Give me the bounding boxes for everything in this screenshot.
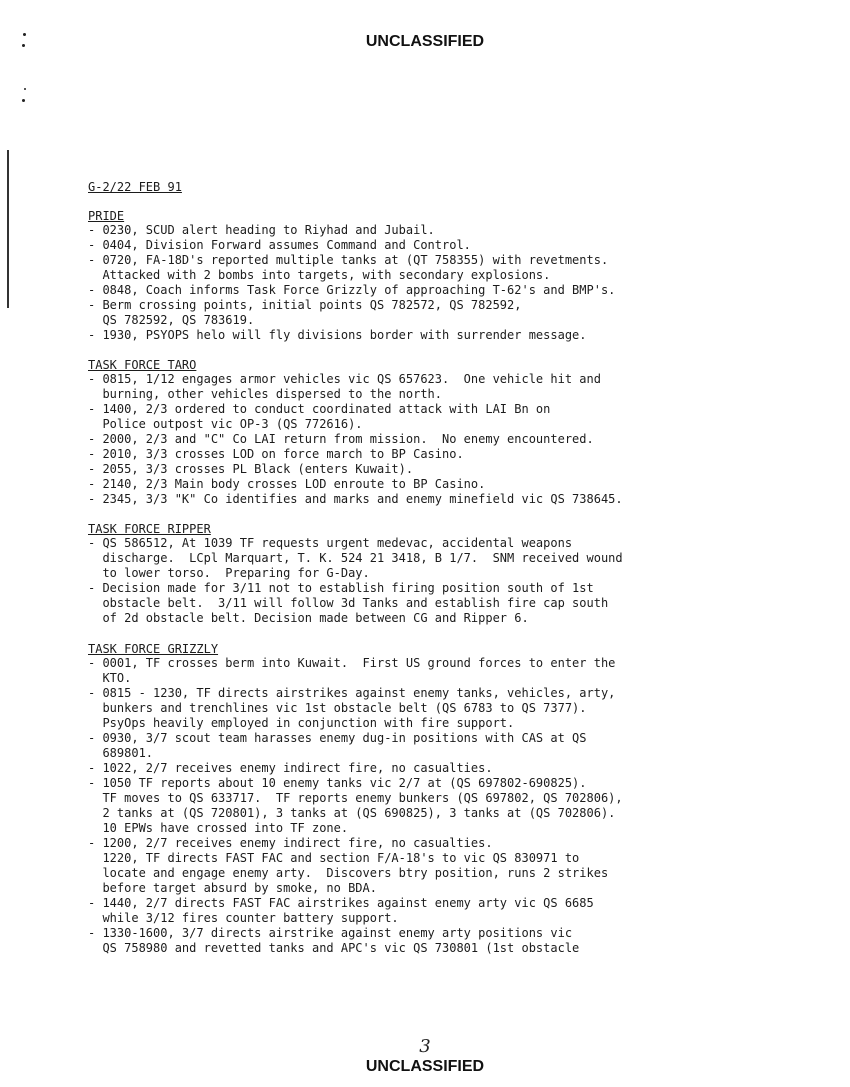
report-line: 1220, TF directs FAST FAC and section F/A-18's to vic QS 830971 to: [88, 851, 580, 865]
report-line: - 2010, 3/3 crosses LOD on force march to BP Casino.: [88, 447, 464, 461]
report-line: obstacle belt. 3/11 will follow 3d Tanks and establish fire cap south: [88, 596, 609, 610]
report-line: - 2345, 3/3 "K" Co identifies and marks and enemy minefield vic QS 738645.: [88, 492, 623, 506]
report-line: QS 758980 and revetted tanks and APC's vic QS 730801 (1st obstacle: [88, 941, 580, 955]
report-line: - Berm crossing points, initial points QS 782572, QS 782592,: [88, 298, 522, 312]
report-line: locate and engage enemy arty. Discovers btry position, runs 2 strikes: [88, 866, 609, 880]
report-line: - 1930, PSYOPS helo will fly divisions border with surrender message.: [88, 328, 587, 342]
report-line: - 1330-1600, 3/7 directs airstrike against enemy arty positions vic: [88, 926, 573, 940]
report-line: burning, other vehicles dispersed to the north.: [88, 387, 443, 401]
report-line: 10 EPWs have crossed into TF zone.: [88, 821, 349, 835]
report-line: - 1200, 2/7 receives enemy indirect fire, no casualties.: [88, 836, 493, 850]
report-line: of 2d obstacle belt. Decision made between CG and Ripper 6.: [88, 611, 529, 625]
report-line: - 2055, 3/3 crosses PL Black (enters Kuwait).: [88, 462, 414, 476]
report-line: TF moves to QS 633717. TF reports enemy bunkers (QS 697802, QS 702806),: [88, 791, 623, 805]
report-line: discharge. LCpl Marquart, T. K. 524 21 3418, B 1/7. SNM received wound: [88, 551, 623, 565]
report-line: while 3/12 fires counter battery support.: [88, 911, 399, 925]
report-line: before target absurd by smoke, no BDA.: [88, 881, 377, 895]
report-line: - QS 586512, At 1039 TF requests urgent medevac, accidental weapons: [88, 536, 573, 550]
section-title-task-force-ripper: TASK FORCE RIPPER: [88, 522, 211, 536]
margin-dot: [22, 44, 25, 47]
page-number: 3: [419, 1036, 431, 1057]
margin-dot: [24, 88, 26, 90]
section-title-pride: PRIDE: [88, 209, 125, 223]
report-line: - 0720, FA-18D's reported multiple tanks at (QT 758355) with revetments.: [88, 253, 609, 267]
report-line: KTO.: [88, 671, 132, 685]
bottom-classification-marking: UNCLASSIFIED: [365, 1058, 485, 1075]
section-title-task-force-taro: TASK FORCE TARO: [88, 358, 197, 372]
report-line: PsyOps heavily employed in conjunction with fire support.: [88, 716, 515, 730]
report-line: - 0815, 1/12 engages armor vehicles vic QS 657623. One vehicle hit and: [88, 372, 601, 386]
report-line: - 1440, 2/7 directs FAST FAC airstrikes against enemy arty vic QS 6685: [88, 896, 594, 910]
report-line: - 1022, 2/7 receives enemy indirect fire, no casualties.: [88, 761, 493, 775]
margin-dot: [22, 99, 25, 102]
report-line: Police outpost vic OP-3 (QS 772616).: [88, 417, 363, 431]
report-line: 2 tanks at (QS 720801), 3 tanks at (QS 690825), 3 tanks at (QS 702806).: [88, 806, 616, 820]
report-line: QS 782592, QS 783619.: [88, 313, 255, 327]
report-line: - 1400, 2/3 ordered to conduct coordinated attack with LAI Bn on: [88, 402, 551, 416]
report-line: to lower torso. Preparing for G-Day.: [88, 566, 370, 580]
report-line: - 0815 - 1230, TF directs airstrikes against enemy tanks, vehicles, arty,: [88, 686, 616, 700]
report-line: - 0848, Coach informs Task Force Grizzly of approaching T-62's and BMP's.: [88, 283, 616, 297]
margin-dot: [23, 33, 26, 36]
section-title-task-force-grizzly: TASK FORCE GRIZZLY: [88, 642, 219, 656]
report-line: - 0230, SCUD alert heading to Riyhad and Jubail.: [88, 223, 435, 237]
report-line: - 0930, 3/7 scout team harasses enemy dug-in positions with CAS at QS: [88, 731, 587, 745]
date-heading: G-2/22 FEB 91: [88, 180, 182, 194]
top-classification-marking: UNCLASSIFIED: [365, 33, 485, 50]
report-line: - 2140, 2/3 Main body crosses LOD enroute to BP Casino.: [88, 477, 486, 491]
report-line: - 0001, TF crosses berm into Kuwait. First US ground forces to enter the: [88, 656, 616, 670]
report-line: - 1050 TF reports about 10 enemy tanks vic 2/7 at (QS 697802-690825).: [88, 776, 587, 790]
report-line: - 2000, 2/3 and "C" Co LAI return from mission. No enemy encountered.: [88, 432, 594, 446]
report-line: bunkers and trenchlines vic 1st obstacle belt (QS 6783 to QS 7377).: [88, 701, 587, 715]
report-line: - 0404, Division Forward assumes Command and Control.: [88, 238, 471, 252]
report-line: - Decision made for 3/11 not to establish firing position south of 1st: [88, 581, 594, 595]
margin-line: [7, 150, 9, 308]
report-line: Attacked with 2 bombs into targets, with secondary explosions.: [88, 268, 551, 282]
report-line: 689801.: [88, 746, 154, 760]
